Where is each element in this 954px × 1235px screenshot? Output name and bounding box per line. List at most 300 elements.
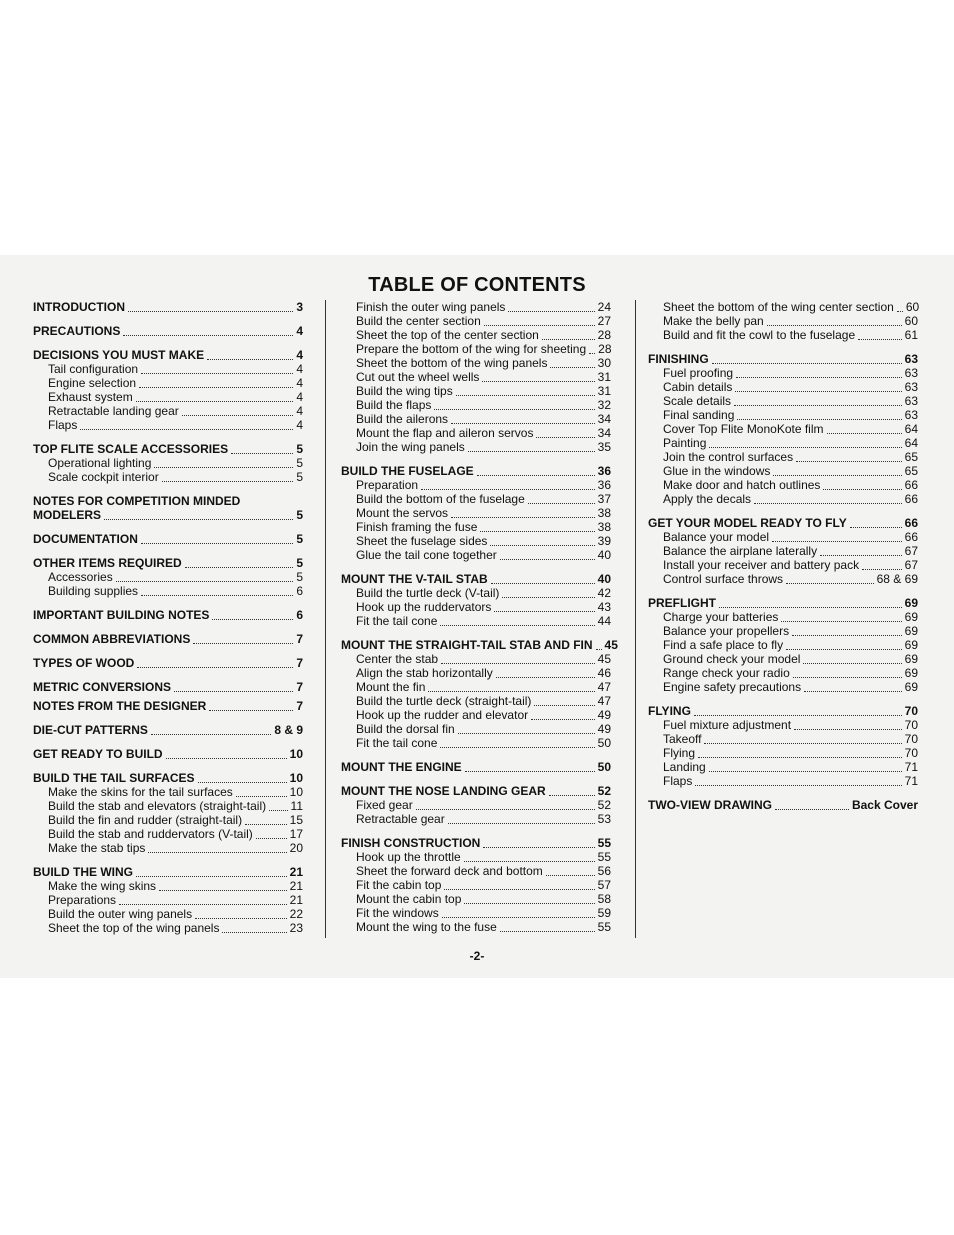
toc-subsection-entry bbox=[33, 921, 303, 935]
dot-leader bbox=[786, 640, 902, 650]
dot-leader bbox=[534, 696, 594, 706]
toc-section-entry bbox=[33, 680, 303, 694]
toc-section-entry bbox=[33, 632, 303, 646]
toc-section-entry bbox=[648, 596, 918, 610]
dot-leader bbox=[695, 776, 901, 786]
column-divider bbox=[325, 300, 326, 938]
toc-entry-label: Flaps bbox=[48, 418, 78, 432]
toc-entry-label: COMMON ABBREVIATIONS bbox=[33, 632, 191, 646]
toc-entry-page: 69 bbox=[904, 638, 918, 652]
dot-leader bbox=[222, 923, 286, 933]
dot-leader bbox=[698, 748, 902, 758]
toc-section-entry bbox=[33, 532, 303, 546]
toc-entry-label: Preparations bbox=[48, 893, 117, 907]
toc-entry-label: Build the flaps bbox=[356, 398, 432, 412]
toc-entry-label: Operational lighting bbox=[48, 456, 152, 470]
toc-entry-page: 47 bbox=[597, 680, 611, 694]
toc-entry-page: 70 bbox=[904, 732, 918, 746]
dot-leader bbox=[709, 762, 902, 772]
toc-subsection-entry bbox=[341, 342, 611, 356]
toc-section-entry bbox=[33, 300, 303, 314]
toc-entry-label: Build the center section bbox=[356, 314, 481, 328]
toc-entry-label: NOTES FOR COMPETITION MINDED bbox=[33, 494, 241, 508]
dot-leader bbox=[154, 458, 293, 468]
toc-entry-label: Flaps bbox=[663, 774, 693, 788]
toc-entry-page: 63 bbox=[904, 408, 918, 422]
toc-entry-page: 52 bbox=[597, 784, 611, 798]
toc-column-2 bbox=[341, 300, 618, 934]
dot-leader bbox=[151, 725, 271, 735]
toc-subsection-entry bbox=[33, 404, 303, 418]
toc-subsection-entry bbox=[341, 722, 611, 736]
dot-leader bbox=[482, 372, 594, 382]
dot-leader bbox=[712, 354, 902, 364]
toc-entry-page: 69 bbox=[904, 666, 918, 680]
toc-entry-page: 32 bbox=[597, 398, 611, 412]
toc-entry-page: 4 bbox=[296, 390, 303, 404]
toc-entry-label: Retractable landing gear bbox=[48, 404, 179, 418]
dot-leader bbox=[136, 392, 294, 402]
dot-leader bbox=[820, 546, 902, 556]
toc-entry-page: 40 bbox=[597, 572, 611, 586]
toc-subsection-entry bbox=[648, 746, 918, 760]
toc-section-entry bbox=[648, 516, 918, 530]
toc-entry-label: Finish framing the fuse bbox=[356, 520, 478, 534]
toc-subsection-entry bbox=[341, 384, 611, 398]
toc-entry-page: 17 bbox=[289, 827, 303, 841]
toc-entry-label: PREFLIGHT bbox=[648, 596, 716, 610]
toc-group bbox=[341, 572, 611, 628]
toc-entry-page: 28 bbox=[597, 328, 611, 342]
toc-entry-page: 10 bbox=[289, 785, 303, 799]
toc-subsection-entry bbox=[341, 300, 611, 314]
toc-entry-label: Sheet the top of the wing panels bbox=[48, 921, 220, 935]
toc-entry-page: 49 bbox=[597, 708, 611, 722]
toc-entry-label: Build the ailerons bbox=[356, 412, 449, 426]
toc-entry-page: 3 bbox=[296, 300, 303, 314]
toc-group bbox=[341, 760, 611, 774]
toc-section-entry bbox=[341, 572, 611, 586]
dot-leader bbox=[148, 843, 286, 853]
toc-group bbox=[33, 348, 303, 432]
toc-group bbox=[33, 656, 303, 670]
toc-subsection-entry bbox=[341, 798, 611, 812]
toc-entry-page: 5 bbox=[296, 470, 303, 484]
toc-entry-label: FLYING bbox=[648, 704, 691, 718]
dot-leader bbox=[448, 814, 595, 824]
toc-subsection-entry bbox=[341, 708, 611, 722]
toc-entry-label: Build the wing tips bbox=[356, 384, 453, 398]
toc-entry-label: Make door and hatch outlines bbox=[663, 478, 821, 492]
toc-subsection-entry bbox=[648, 760, 918, 774]
toc-entry-page: 59 bbox=[597, 906, 611, 920]
dot-leader bbox=[236, 787, 287, 797]
dot-leader bbox=[119, 895, 287, 905]
dot-leader bbox=[207, 350, 293, 360]
dot-leader bbox=[596, 640, 602, 650]
toc-entry-label: Tail configuration bbox=[48, 362, 139, 376]
toc-subsection-entry bbox=[648, 572, 918, 586]
dot-leader bbox=[444, 880, 594, 890]
toc-entry-page: 63 bbox=[904, 380, 918, 394]
toc-entry-label: NOTES FROM THE DESIGNER bbox=[33, 699, 207, 713]
toc-subsection-entry bbox=[341, 614, 611, 628]
dot-leader bbox=[502, 588, 594, 598]
toc-subsection-entry bbox=[648, 478, 918, 492]
toc-entry-label: TWO-VIEW DRAWING bbox=[648, 798, 772, 812]
toc-section-entry bbox=[648, 352, 918, 366]
toc-group bbox=[33, 556, 303, 598]
toc-entry-page: 7 bbox=[296, 699, 303, 713]
toc-entry-label: Charge your batteries bbox=[663, 610, 779, 624]
toc-entry-page: 27 bbox=[597, 314, 611, 328]
toc-entry-page: 45 bbox=[597, 652, 611, 666]
toc-entry-label: DIE-CUT PATTERNS bbox=[33, 723, 148, 737]
toc-entry-page: 21 bbox=[289, 893, 303, 907]
toc-entry-label: INTRODUCTION bbox=[33, 300, 125, 314]
toc-entry-label: DECISIONS YOU MUST MAKE bbox=[33, 348, 205, 362]
toc-subsection-entry bbox=[648, 492, 918, 506]
toc-entry-label: Hook up the throttle bbox=[356, 850, 461, 864]
toc-entry-page: 50 bbox=[597, 760, 611, 774]
toc-entry-label: MOUNT THE V-TAIL STAB bbox=[341, 572, 488, 586]
toc-entry-label: Scale details bbox=[663, 394, 732, 408]
toc-entry-label: Prepare the bottom of the wing for sheeting bbox=[356, 342, 587, 356]
toc-section-entry bbox=[33, 348, 303, 362]
toc-subsection-entry bbox=[648, 366, 918, 380]
toc-subsection-entry bbox=[341, 736, 611, 750]
toc-entry-label: Mount the fin bbox=[356, 680, 426, 694]
dot-leader bbox=[850, 518, 902, 528]
toc-entry-label: Engine selection bbox=[48, 376, 137, 390]
toc-entry-page: 44 bbox=[597, 614, 611, 628]
toc-entry-label: Engine safety precautions bbox=[663, 680, 802, 694]
toc-group bbox=[33, 300, 303, 314]
toc-entry-page: 43 bbox=[597, 600, 611, 614]
toc-entry-page: 6 bbox=[296, 608, 303, 622]
toc-entry-label: Exhaust system bbox=[48, 390, 133, 404]
toc-subsection-entry bbox=[648, 680, 918, 694]
toc-group bbox=[33, 680, 303, 694]
toc-group bbox=[648, 516, 918, 586]
toc-subsection-entry bbox=[341, 600, 611, 614]
dot-leader bbox=[508, 302, 594, 312]
page-title: TABLE OF CONTENTS bbox=[368, 274, 586, 296]
toc-section-entry bbox=[33, 656, 303, 670]
dot-leader bbox=[484, 316, 595, 326]
toc-entry-page: 66 bbox=[904, 478, 918, 492]
toc-entry-label: Build the outer wing panels bbox=[48, 907, 193, 921]
dot-leader bbox=[464, 852, 595, 862]
toc-entry-page: 4 bbox=[296, 376, 303, 390]
dot-leader bbox=[803, 654, 901, 664]
dot-leader bbox=[794, 720, 902, 730]
toc-subsection-entry bbox=[33, 879, 303, 893]
page-number: -2- bbox=[469, 949, 485, 963]
toc-entry-label: MODELERS bbox=[33, 508, 102, 522]
dot-leader bbox=[159, 881, 287, 891]
toc-subsection-entry bbox=[341, 850, 611, 864]
toc-section-entry bbox=[33, 699, 303, 713]
toc-subsection-entry bbox=[33, 827, 303, 841]
toc-entry-label: Scale cockpit interior bbox=[48, 470, 159, 484]
toc-section-entry bbox=[341, 784, 611, 798]
toc-subsection-entry bbox=[648, 774, 918, 788]
toc-entry-page: 56 bbox=[597, 864, 611, 878]
toc-group bbox=[341, 464, 611, 562]
toc-subsection-entry bbox=[341, 864, 611, 878]
toc-subsection-entry bbox=[33, 907, 303, 921]
dot-leader bbox=[500, 550, 595, 560]
toc-subsection-entry bbox=[341, 694, 611, 708]
dot-leader bbox=[804, 682, 902, 692]
dot-leader bbox=[496, 668, 595, 678]
toc-entry-label: Center the stab bbox=[356, 652, 439, 666]
toc-group bbox=[341, 300, 611, 454]
toc-group bbox=[33, 608, 303, 622]
toc-entry-label: Control surface throws bbox=[663, 572, 784, 586]
dot-leader bbox=[440, 738, 594, 748]
toc-section-entry bbox=[33, 723, 303, 737]
toc-entry-page: 11 bbox=[290, 799, 303, 813]
toc-entry-page: 65 bbox=[904, 464, 918, 478]
toc-entry-label: Balance your model bbox=[663, 530, 770, 544]
toc-entry-label: Range check your radio bbox=[663, 666, 790, 680]
toc-entry-label: Preparation bbox=[356, 478, 419, 492]
toc-entry-label: Build the turtle deck (V-tail) bbox=[356, 586, 500, 600]
toc-entry-page: 5 bbox=[296, 532, 303, 546]
dot-leader bbox=[736, 368, 902, 378]
dot-leader bbox=[862, 560, 902, 570]
toc-entry-label: Sheet the fuselage sides bbox=[356, 534, 488, 548]
toc-entry-label: Mount the flap and aileron servos bbox=[356, 426, 534, 440]
toc-group bbox=[648, 300, 918, 342]
toc-entry-label: OTHER ITEMS REQUIRED bbox=[33, 556, 182, 570]
dot-leader bbox=[212, 610, 293, 620]
toc-subsection-entry bbox=[648, 380, 918, 394]
toc-entry-page: 66 bbox=[904, 492, 918, 506]
toc-entry-page: 69 bbox=[904, 596, 918, 610]
dot-leader bbox=[483, 838, 594, 848]
toc-subsection-entry bbox=[341, 812, 611, 826]
dot-leader bbox=[781, 612, 901, 622]
toc-entry-page: 67 bbox=[904, 544, 918, 558]
toc-subsection-entry bbox=[341, 920, 611, 934]
toc-entry-label: Final sanding bbox=[663, 408, 735, 422]
toc-entry-page: 61 bbox=[904, 328, 918, 342]
toc-entry-page: 4 bbox=[296, 348, 303, 362]
dot-leader bbox=[480, 522, 594, 532]
toc-entry-page: 24 bbox=[597, 300, 611, 314]
toc-entry-page: 7 bbox=[296, 632, 303, 646]
dot-leader bbox=[198, 773, 287, 783]
toc-entry-page: 71 bbox=[904, 774, 918, 788]
toc-entry-page: 8 & 9 bbox=[274, 723, 303, 737]
toc-section-entry bbox=[648, 798, 918, 812]
toc-entry-label: Fuel proofing bbox=[663, 366, 734, 380]
dot-leader bbox=[897, 302, 903, 312]
toc-subsection-entry bbox=[33, 841, 303, 855]
toc-group bbox=[33, 771, 303, 855]
toc-entry-label: Sheet the bottom of the wing panels bbox=[356, 356, 548, 370]
toc-entry-page: 55 bbox=[597, 836, 611, 850]
toc-entry-page: 68 & 69 bbox=[876, 572, 918, 586]
toc-entry-page: 55 bbox=[597, 920, 611, 934]
toc-entry-page: 57 bbox=[597, 878, 611, 892]
dot-leader bbox=[182, 406, 294, 416]
toc-entry-label: Fit the tail cone bbox=[356, 736, 438, 750]
dot-leader bbox=[464, 894, 594, 904]
toc-entry-page: 64 bbox=[904, 436, 918, 450]
toc-entry-page: 10 bbox=[289, 747, 303, 761]
dot-leader bbox=[428, 682, 594, 692]
toc-entry-page: 31 bbox=[597, 370, 611, 384]
dot-leader bbox=[589, 344, 595, 354]
toc-entry-page: 71 bbox=[904, 760, 918, 774]
toc-subsection-entry bbox=[341, 356, 611, 370]
dot-leader bbox=[528, 494, 595, 504]
dot-leader bbox=[456, 386, 595, 396]
dot-leader bbox=[549, 786, 595, 796]
dot-leader bbox=[737, 410, 901, 420]
toc-group bbox=[341, 836, 611, 934]
toc-entry-label: Make the stab tips bbox=[48, 841, 146, 855]
toc-entry-page: 63 bbox=[904, 394, 918, 408]
toc-entry-label: Fit the cabin top bbox=[356, 878, 442, 892]
toc-entry-page: 60 bbox=[905, 300, 920, 314]
toc-entry-page: 30 bbox=[597, 356, 611, 370]
toc-subsection-entry bbox=[648, 394, 918, 408]
toc-entry-label: Align the stab horizontally bbox=[356, 666, 493, 680]
toc-entry-page: 66 bbox=[904, 516, 918, 530]
toc-entry-page: 63 bbox=[904, 352, 918, 366]
dot-leader bbox=[823, 480, 901, 490]
dot-leader bbox=[734, 396, 902, 406]
dot-leader bbox=[451, 508, 595, 518]
dot-leader bbox=[531, 710, 595, 720]
toc-entry-label: BUILD THE TAIL SURFACES bbox=[33, 771, 195, 785]
dot-leader bbox=[858, 330, 902, 340]
toc-entry-label: Retractable gear bbox=[356, 812, 445, 826]
toc-group bbox=[33, 699, 303, 713]
toc-entry-label: MOUNT THE NOSE LANDING GEAR bbox=[341, 784, 546, 798]
toc-entry-label: Install your receiver and battery pack bbox=[663, 558, 860, 572]
dot-leader bbox=[793, 668, 902, 678]
toc-entry-page: 70 bbox=[904, 746, 918, 760]
toc-entry-page: 47 bbox=[597, 694, 611, 708]
toc-entry-label: GET YOUR MODEL READY TO FLY bbox=[648, 516, 847, 530]
toc-subsection-entry bbox=[341, 370, 611, 384]
toc-section-entry bbox=[341, 638, 618, 652]
toc-entry-page: 7 bbox=[296, 656, 303, 670]
toc-entry-label: Fit the windows bbox=[356, 906, 439, 920]
dot-leader bbox=[256, 829, 287, 839]
toc-entry-page: 65 bbox=[904, 450, 918, 464]
dot-leader bbox=[694, 706, 902, 716]
dot-leader bbox=[80, 420, 293, 430]
dot-leader bbox=[421, 480, 595, 490]
toc-entry-page: 5 bbox=[296, 570, 303, 584]
toc-entry-page: 53 bbox=[597, 812, 611, 826]
toc-entry-page: 34 bbox=[597, 426, 611, 440]
toc-entry-label: Fixed gear bbox=[356, 798, 413, 812]
toc-entry-page: 31 bbox=[597, 384, 611, 398]
toc-entry-label: FINISH CONSTRUCTION bbox=[341, 836, 481, 850]
toc-entry-page: 21 bbox=[289, 879, 303, 893]
toc-entry-label: Build the dorsal fin bbox=[356, 722, 455, 736]
dot-leader bbox=[137, 658, 293, 668]
dot-leader bbox=[441, 654, 595, 664]
dot-leader bbox=[136, 867, 287, 877]
toc-subsection-entry bbox=[33, 813, 303, 827]
toc-subsection-entry bbox=[33, 456, 303, 470]
toc-subsection-entry bbox=[648, 732, 918, 746]
toc-entry-page: 69 bbox=[904, 624, 918, 638]
toc-column-3 bbox=[648, 300, 918, 812]
toc-subsection-entry bbox=[648, 436, 918, 450]
toc-group bbox=[341, 784, 611, 826]
toc-entry-label: Make the belly pan bbox=[663, 314, 764, 328]
toc-entry-label: MOUNT THE ENGINE bbox=[341, 760, 462, 774]
toc-entry-label: Building supplies bbox=[48, 584, 139, 598]
toc-subsection-entry bbox=[341, 878, 611, 892]
dot-leader bbox=[465, 762, 595, 772]
toc-group bbox=[648, 352, 918, 506]
toc-subsection-entry bbox=[341, 398, 611, 412]
toc-section-entry bbox=[341, 760, 611, 774]
dot-leader bbox=[458, 724, 595, 734]
toc-entry-label: Build and fit the cowl to the fuselage bbox=[663, 328, 856, 342]
dot-leader bbox=[104, 510, 293, 520]
toc-entry-page: 69 bbox=[904, 652, 918, 666]
toc-entry-page: 15 bbox=[289, 813, 303, 827]
toc-entry-page: 49 bbox=[597, 722, 611, 736]
toc-subsection-entry bbox=[33, 799, 303, 813]
toc-subsection-entry bbox=[341, 412, 611, 426]
toc-subsection-entry bbox=[341, 906, 611, 920]
toc-section-entry bbox=[341, 836, 611, 850]
dot-leader bbox=[775, 800, 849, 810]
toc-entry-page: 69 bbox=[904, 680, 918, 694]
toc-entry-label: DOCUMENTATION bbox=[33, 532, 138, 546]
dot-leader bbox=[185, 558, 294, 568]
column-divider bbox=[635, 300, 636, 938]
toc-subsection-entry bbox=[341, 586, 611, 600]
dot-leader bbox=[786, 574, 874, 584]
toc-subsection-entry bbox=[33, 570, 303, 584]
toc-subsection-entry bbox=[341, 314, 611, 328]
toc-entry-page: 50 bbox=[597, 736, 611, 750]
dot-leader bbox=[754, 494, 902, 504]
toc-subsection-entry bbox=[341, 478, 611, 492]
dot-leader bbox=[451, 414, 595, 424]
toc-entry-page: 28 bbox=[598, 342, 612, 356]
toc-entry-page: 4 bbox=[296, 324, 303, 338]
toc-entry-page: 23 bbox=[289, 921, 303, 935]
toc-subsection-entry bbox=[341, 892, 611, 906]
toc-group bbox=[33, 865, 303, 935]
toc-subsection-entry bbox=[33, 584, 303, 598]
toc-subsection-entry bbox=[648, 314, 918, 328]
toc-subsection-entry bbox=[648, 530, 918, 544]
dot-leader bbox=[128, 302, 293, 312]
toc-entry-page: Back Cover bbox=[851, 798, 918, 812]
dot-leader bbox=[546, 866, 595, 876]
toc-entry-page: 38 bbox=[597, 506, 611, 520]
toc-section-entry bbox=[33, 508, 303, 522]
toc-entry-page: 5 bbox=[296, 456, 303, 470]
toc-entry-label: Join the control surfaces bbox=[663, 450, 794, 464]
